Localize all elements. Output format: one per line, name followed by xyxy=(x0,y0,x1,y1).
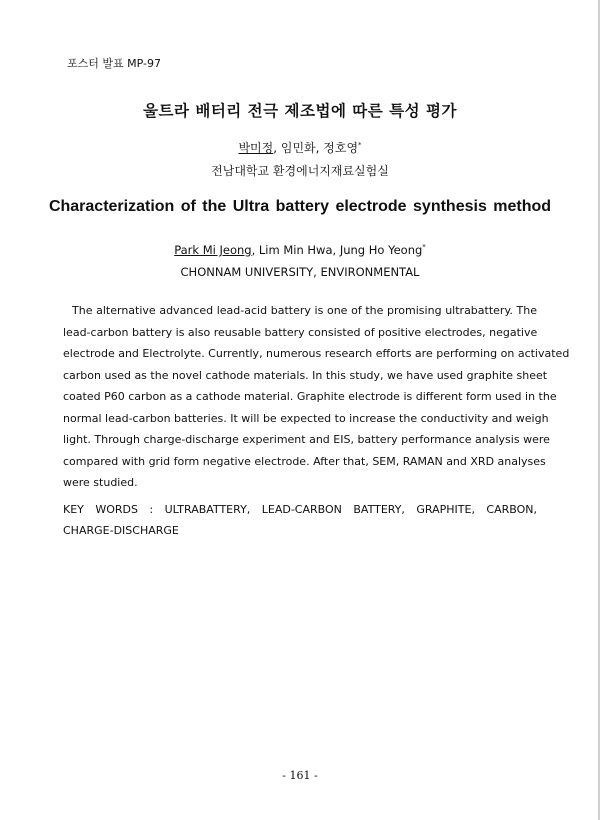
korean-authors xyxy=(0,139,600,156)
keywords-line: KEY WORDS : ULTRABATTERY, LEAD-CARBON BATTERY, GRAPHITE, CARBON, xyxy=(63,503,537,516)
english-authors xyxy=(0,243,600,257)
corresponding-mark-en: * xyxy=(422,243,426,252)
presenting-author-kr: 박미정 xyxy=(238,141,274,155)
page-number: - 161 - xyxy=(282,769,318,782)
abstract-line: normal lead-carbon batteries. It will be expected to increase the conductivity and weigh xyxy=(63,411,549,425)
abstract-line: were studied. xyxy=(63,476,138,489)
corresponding-mark-kr: * xyxy=(358,141,362,149)
abstract-line: light. Through charge-discharge experiment and EIS, battery performance analysis were xyxy=(63,433,550,446)
korean-affiliation: 전남대학교 환경에너지재료실험실 xyxy=(211,164,389,178)
abstract-line: carbon used as the novel cathode materials. In this study, we have used graphite sheet xyxy=(63,368,548,382)
korean-title: 울트라 배터리 전극 제조법에 따른 특성 평가 xyxy=(143,102,457,120)
session-code: 포스터 발표 MP-97 xyxy=(67,57,161,70)
abstract-line: electrode and Electrolyte. Currently, numerous research efforts are performing on activated xyxy=(63,347,570,360)
english-affiliation: CHONNAM UNIVERSITY, ENVIRONMENTAL xyxy=(180,265,420,279)
keywords-line: CHARGE-DISCHARGE xyxy=(63,524,179,537)
english-title: Characterization of the Ultra battery electrode synthesis method xyxy=(48,198,552,215)
abstract-line: compared with grid form negative electrode. After that, SEM, RAMAN and XRD analyses xyxy=(63,454,546,468)
abstract-line: lead-carbon battery is also reusable battery consisted of positive electrodes, negative xyxy=(63,325,538,339)
other-authors-kr: , 임민화, 정호영 xyxy=(273,141,359,155)
keywords xyxy=(63,499,537,541)
abstract-line: The alternative advanced lead-acid battery is one of the promising ultrabattery. The xyxy=(72,304,537,317)
abstract-line: coated P60 carbon as a cathode material. Graphite electrode is different form used in the xyxy=(63,390,557,403)
abstract xyxy=(63,300,570,494)
presenting-author-en: Park Mi Jeong xyxy=(174,243,252,257)
other-authors-en: , Lim Min Hwa, Jung Ho Yeong xyxy=(251,243,423,257)
